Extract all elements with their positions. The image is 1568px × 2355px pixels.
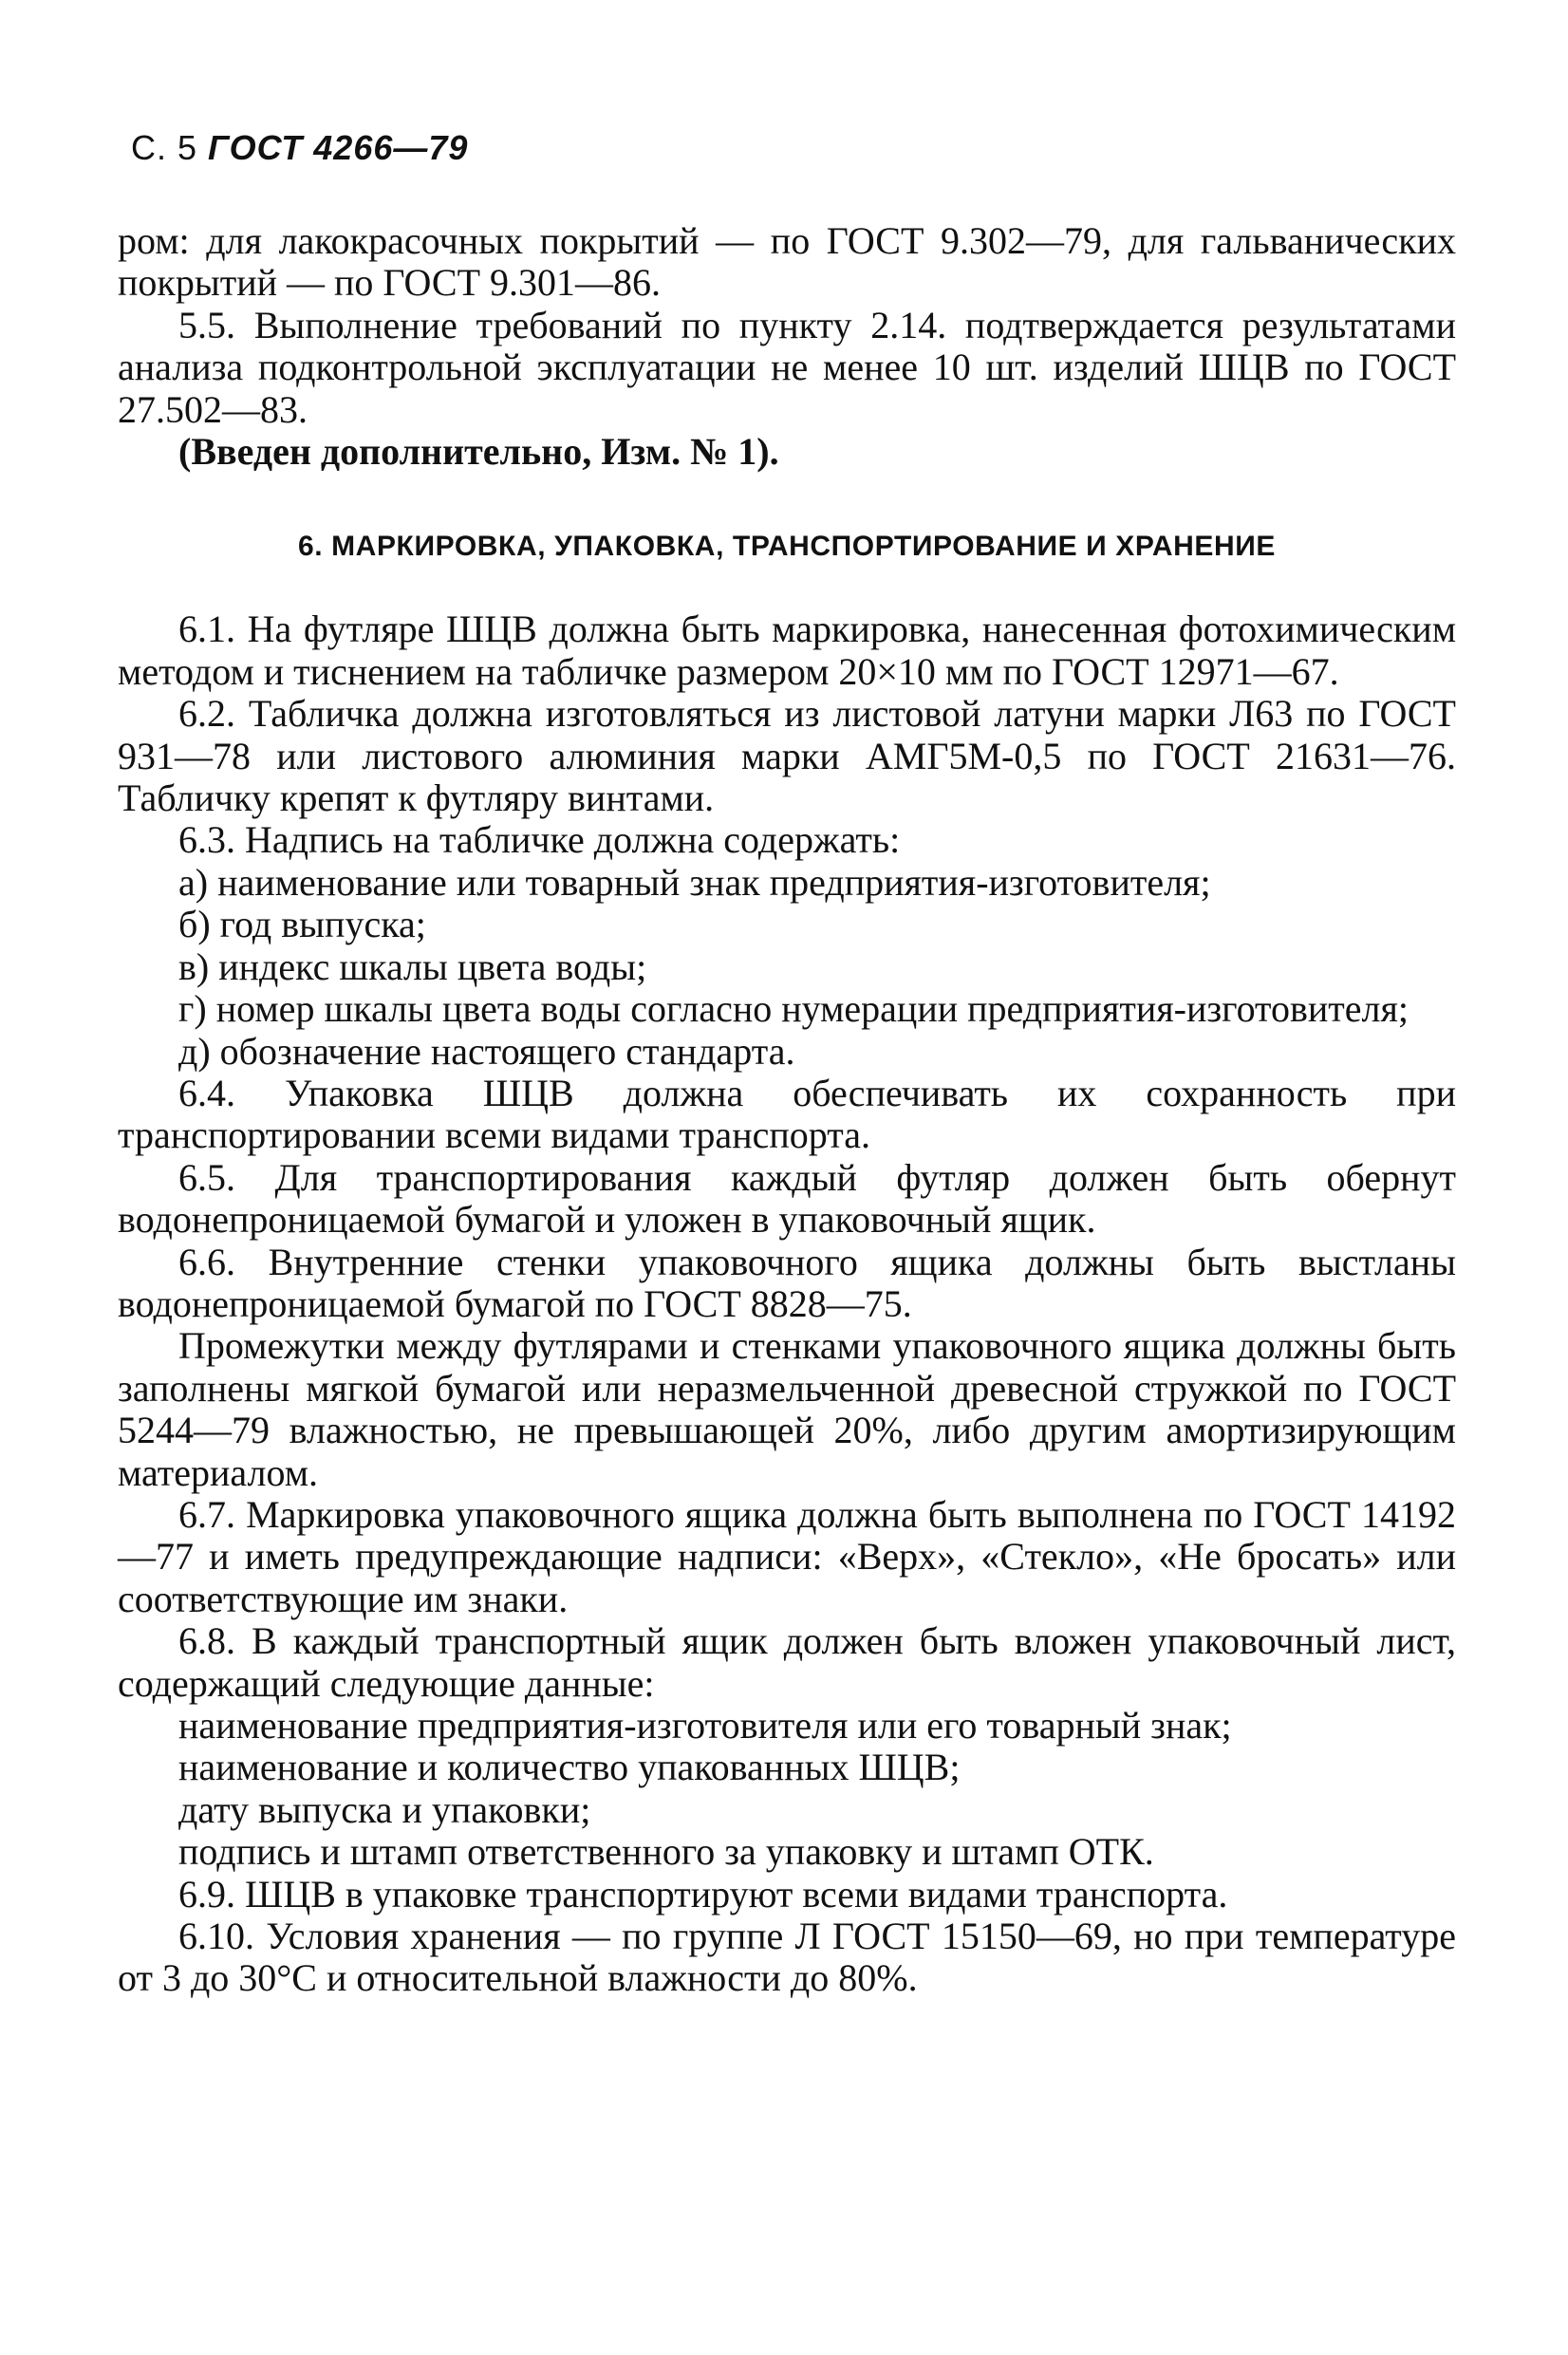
paragraph-6-10: 6.10. Условия хранения — по группе Л ГОСТ 15150—69, но при температуре от 3 до 30°С и относительной влажности до 80%. — [118, 1915, 1456, 2000]
paragraph-6-3: 6.3. Надпись на табличке должна содержать: — [178, 818, 901, 862]
paragraph-6-6-continued: Промежутки между футлярами и стенками упаковочного ящика должны быть заполнены мягкой бумагой или неразмельченной древесной стружкой по ГОСТ 5244—79 влажностью, не превышающей 20%, либо другим амортизирующим материалом. — [118, 1324, 1456, 1494]
list-item-6-3-d: д) обозначение настоящего стандарта. — [178, 1029, 795, 1073]
paragraph-6-6: 6.6. Внутренние стенки упаковочного ящика должны быть выстланы водонепроницаемой бумагой по ГОСТ 8828—75. — [118, 1240, 1456, 1325]
paragraph-5-5: 5.5. Выполнение требований по пункту 2.14. подтверждается результатами анализа подконтрольной эксплуатации не менее 10 шт. изделий ШЦВ по ГОСТ 27.502—83. — [118, 303, 1456, 431]
standard-designation: ГОСТ 4266—79 — [208, 128, 469, 167]
list-item-6-3-g: г) номер шкалы цвета воды согласно нумерации предприятия-изготовителя; — [178, 987, 1409, 1031]
page-header — [131, 128, 468, 168]
paragraph-continuation: ром: для лакокрасочных покрытий — по ГОСТ 9.302—79, для гальванических покрытий — по ГОСТ 9.301—86. — [118, 219, 1456, 305]
list-item-6-3-a: а) наименование или товарный знак предприятия-изготовителя; — [178, 860, 1211, 904]
section-heading: 6. МАРКИРОВКА, УПАКОВКА, ТРАНСПОРТИРОВАНИЕ И ХРАНЕНИЕ — [297, 531, 1277, 563]
document-body — [118, 220, 1456, 2000]
list-item-6-8-a: наименование предприятия-изготовителя или его товарный знак; — [178, 1704, 1232, 1747]
paragraph-6-8: 6.8. В каждый транспортный ящик должен быть вложен упаковочный лист, содержащий следующие данные: — [118, 1619, 1456, 1705]
list-item-6-8-d: подпись и штамп ответственного за упаковку и штамп ОТК. — [178, 1830, 1154, 1874]
paragraph-6-9: 6.9. ШЦВ в упаковке транспортируют всеми видами транспорта. — [178, 1872, 1228, 1916]
paragraph-6-2: 6.2. Табличка должна изготовляться из листовой латуни марки Л63 по ГОСТ 931—78 или листового алюминия марки АМГ5М-0,5 по ГОСТ 21631—76. Табличку крепят к футляру винтами. — [118, 692, 1456, 820]
list-item-6-3-v: в) индекс шкалы цвета воды; — [178, 944, 647, 988]
amendment-note: (Введен дополнительно, Изм. № 1). — [178, 430, 779, 474]
paragraph-6-7: 6.7. Маркировка упаковочного ящика должна быть выполнена по ГОСТ 14192—77 и иметь предупреждающие надписи: «Верх», «Стекло», «Не бросать» или соответствующие им знаки. — [118, 1492, 1456, 1620]
paragraph-6-1: 6.1. На футляре ШЦВ должна быть маркировка, нанесенная фотохимическим методом и тиснением на табличке размером 20×10 мм по ГОСТ 12971—67. — [118, 607, 1456, 693]
list-item-6-8-b: наименование и количество упакованных ШЦВ; — [178, 1746, 961, 1789]
paragraph-6-4: 6.4. Упаковка ШЦВ должна обеспечивать их сохранность при транспортировании всеми видами транспорта. — [118, 1071, 1456, 1157]
list-item-6-3-b: б) год выпуска; — [178, 903, 426, 946]
list-item-6-8-c: дату выпуска и упаковки; — [178, 1787, 591, 1831]
paragraph-6-5: 6.5. Для транспортирования каждый футляр должен быть обернут водонепроницаемой бумагой и уложен в упаковочный ящик. — [118, 1155, 1456, 1242]
page-number: С. 5 — [131, 128, 198, 167]
